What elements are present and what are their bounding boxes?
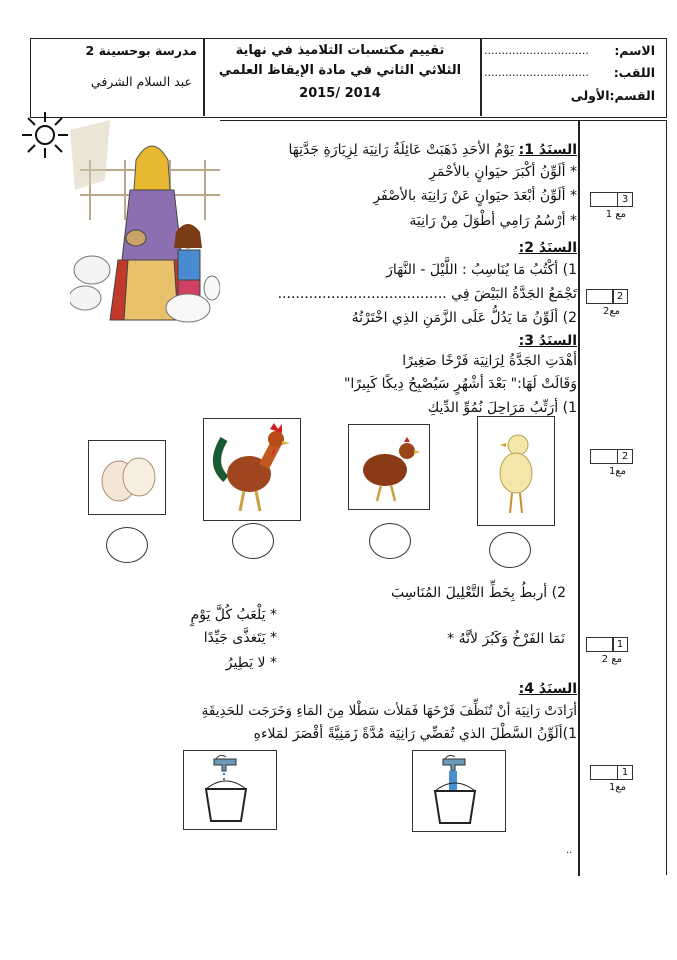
order-circle-hen[interactable]	[369, 523, 411, 559]
s2-q2: 2) ألَوِّنُ مَا يَدُلُّ عَلَى الزَّمَنِ الذِي اخْتَرْتُهُ	[351, 310, 577, 326]
grade-box-2-input[interactable]	[586, 289, 614, 304]
s1-title: السنَدُ 1:	[518, 142, 577, 158]
s1-intro	[107, 140, 577, 161]
footer-mark: ..	[566, 845, 573, 856]
s1-q3: * أرْسُمُ رَامِي أطْوَلَ مِنْ رَانِيَة	[409, 213, 577, 229]
exam-title-line1: تقييم مكتسبات التلاميذ في نهاية	[235, 43, 445, 58]
grade-box-3-score: 2	[617, 449, 633, 464]
surname-dots[interactable]: ..............................	[484, 66, 589, 79]
name-label: الاسم:	[614, 43, 655, 58]
teacher-name: عبد السلام الشرفي	[90, 74, 192, 89]
s2-q1: 1) أكْتُبُ مَا يُنَاسِبُ : اللَّيْلَ - النَّهَارَ	[386, 262, 577, 278]
eggs-picture	[88, 440, 166, 515]
grade-box-2-score: 2	[612, 289, 628, 304]
header-divider-right	[480, 39, 482, 116]
grade-box-1-score: 3	[617, 192, 633, 207]
name-dots[interactable]: ..............................	[484, 44, 589, 57]
s1-q1: * ألَوِّنُ أكْبَرَ حيَوانٍ بالأحْمَرِ	[429, 164, 577, 180]
match-option-2[interactable]: * يَتَغذَّى جَيِّدًا	[203, 630, 277, 646]
grade-label-3: مع1	[608, 466, 626, 477]
hen-picture	[348, 424, 430, 510]
bucket-fast-tap[interactable]	[412, 750, 506, 832]
grade-label-2: مع2	[602, 306, 620, 317]
match-option-3[interactable]: * لا يَطِيرُ	[225, 655, 277, 671]
s3-intro1: أهْدَتِ الجَدَّةُ لِرَانِيَة فَرْخًا صَغِيرًا	[402, 353, 577, 369]
match-left-item[interactable]: نَمَا الفَرْخُ وَكَبُرَ لأنَّهُ *	[447, 631, 565, 647]
rooster-picture	[203, 418, 301, 521]
exam-title-line2: الثلاثي الثاني في مادة الإيقاظ العلمي	[218, 63, 462, 78]
s4-intro: أرَادَتْ رَانِيَة أنْ تُنَظِّفَ فَرْخَهَا فَمَلأت سَطْلا مِنَ المَاءِ وَخَرَجَت للحَدِيقَةِ	[201, 703, 577, 719]
s3-q2: 2) أربطُ بِخَطِّ التَّعْلِيلَ المُنَاسِبَ	[390, 585, 566, 601]
s3-title: السنَدُ 3:	[518, 333, 577, 349]
grade-box-4-score: 1	[612, 637, 628, 652]
s3-intro2: وَقَالَتْ لَهَا:" بَعْدَ أشْهُرٍ سَيُصْبِحُ دِيكًا كَبِيرًا"	[343, 376, 577, 392]
s1-q2: * ألَوِّنُ أبْعَدَ حيَوانٍ عَنْ رَانِيَة بالأصْفَرِ	[373, 188, 577, 204]
grade-label-5: مع1	[608, 782, 626, 793]
grade-box-4-input[interactable]	[586, 637, 614, 652]
order-circle-rooster[interactable]	[232, 523, 274, 559]
order-circle-chick[interactable]	[489, 532, 531, 568]
sun-drawing	[20, 110, 70, 160]
grading-column-divider	[578, 121, 580, 876]
class-label: القسم:الأولى	[570, 88, 655, 103]
order-circle-eggs[interactable]	[106, 527, 148, 563]
surname-label: اللقب:	[613, 65, 655, 80]
grade-box-1-input[interactable]	[590, 192, 618, 207]
match-option-1[interactable]: * يَلْعَبُ كُلَّ يَوْمٍ	[190, 607, 277, 623]
s2-title: السنَدُ 2:	[518, 240, 577, 256]
s4-q1: 1)ألَوِّنُ السَّطْلَ الذي تُقضِّي رَانِيَة مُدَّةً زَمَنِيَّةً أقْصَرَ لمَلاءهِ	[253, 726, 577, 742]
grade-box-5-score: 1	[617, 765, 633, 780]
bucket-slow-tap[interactable]	[183, 750, 277, 830]
grade-label-4: مع 2	[601, 654, 622, 665]
s4-title: السنَدُ 4:	[518, 681, 577, 697]
school-year: 2015/ 2014	[299, 86, 381, 101]
chick-picture	[477, 416, 555, 526]
s3-q1: 1) أرَتِّبُ مَرَاحِلَ نُمُوِّ الدِّيكِ	[427, 400, 577, 416]
grade-box-3-input[interactable]	[590, 449, 618, 464]
s2-q1-fill[interactable]: تَجْمَعُ الجَدَّةُ البَيْضَ فِي ......................................	[277, 286, 577, 302]
grade-box-5-input[interactable]	[590, 765, 618, 780]
grade-label-1: مع 1	[605, 209, 626, 220]
school-name: مدرسة بوحسينة 2	[85, 43, 197, 58]
s1-intro-text: يَوْمُ الأحَدِ ذَهَبَتْ عَائِلَةُ رَانِيَة لِزِيَارَةِ جَدَّتِهَا	[288, 142, 515, 158]
